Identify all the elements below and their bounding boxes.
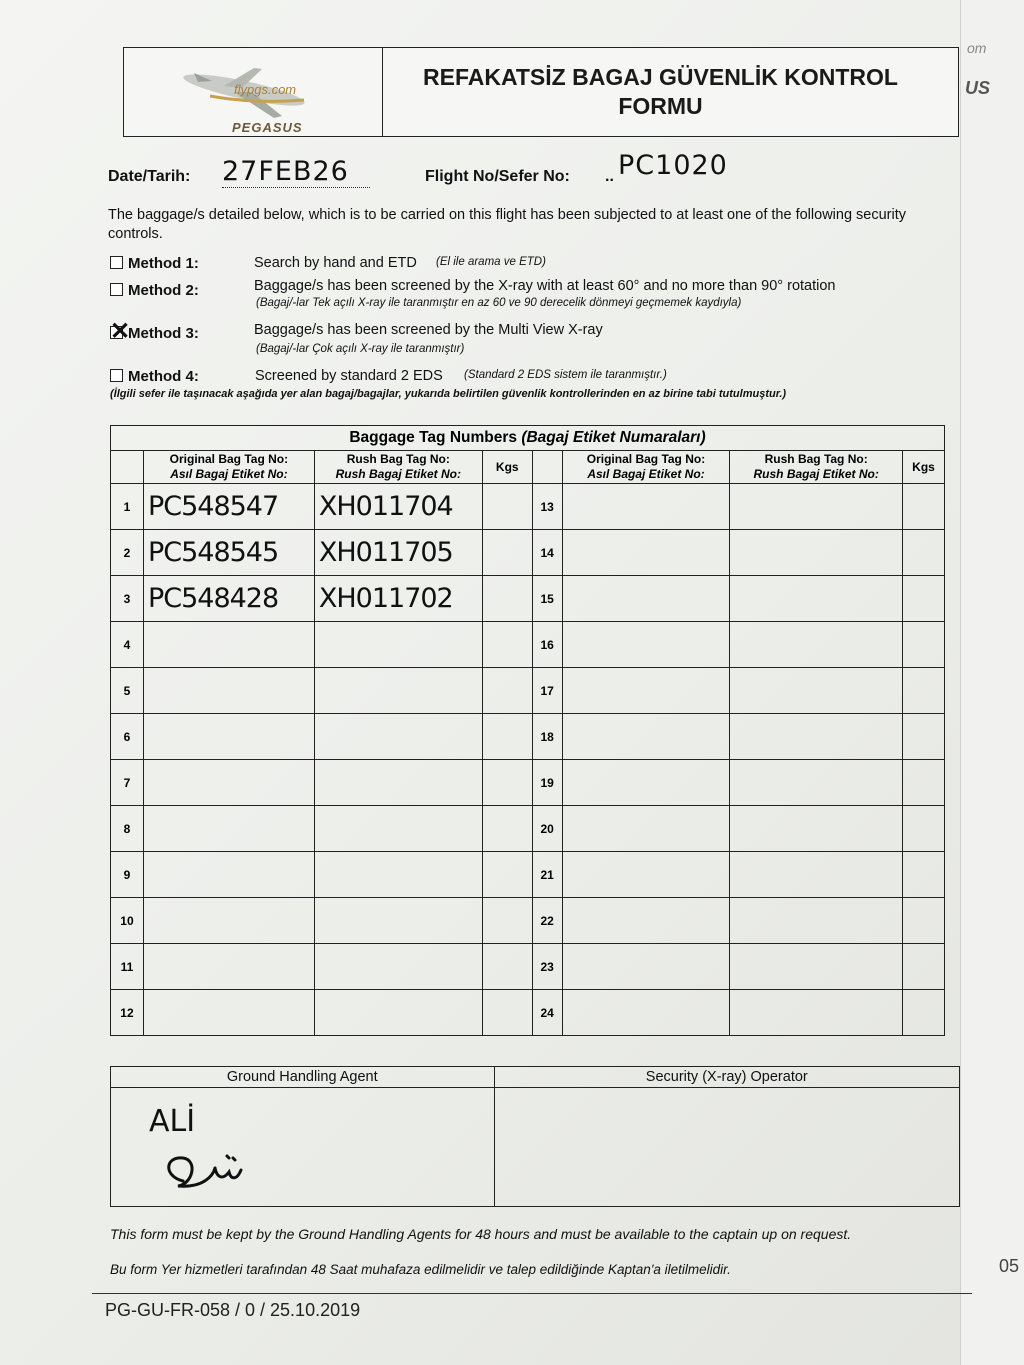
table-row [111,944,945,990]
header-num-left [111,451,144,484]
original-tag-cell[interactable] [143,714,314,760]
rush-tag-cell[interactable]: XH011704 [314,484,482,530]
original-tag-cell-right[interactable] [562,990,730,1036]
method-4-label: Method 4: [128,368,199,385]
table-row [111,760,945,806]
row-number-left: 3 [111,576,144,622]
form-code: PG-GU-FR-058 / 0 / 25.10.2019 [105,1300,361,1320]
row-number-right: 24 [532,990,562,1036]
form-header [123,47,959,137]
flight-value: PC1020 [618,150,728,181]
kgs-cell[interactable] [482,806,532,852]
footer-divider [92,1293,972,1294]
original-tag-cell[interactable] [143,944,314,990]
header-original-label: Original Bag Tag No: [586,452,706,466]
footer-text-tr: Bu form Yer hizmetleri tarafından 48 Saat muhafaza edilmelidir ve talep edildiğinde Kaptan'a iletilmelidir. [110,1262,731,1277]
rush-tag-cell-right[interactable] [730,806,903,852]
kgs-cell-right[interactable] [902,530,944,576]
header-kgs-left: Kgs [482,451,532,484]
table-row [111,484,945,530]
edge-text-b: US [965,78,991,98]
header-original-right [562,451,730,484]
table-title-tr: (Bagaj Etiket Numaraları) [521,429,706,446]
kgs-cell-right[interactable] [902,806,944,852]
row-number-right: 19 [532,760,562,806]
row-number-left: 7 [111,760,144,806]
rush-tag-cell-right[interactable] [730,714,903,760]
kgs-cell[interactable] [482,576,532,622]
rush-tag-cell-right[interactable] [730,576,903,622]
rush-tag-cell[interactable] [314,760,482,806]
kgs-cell[interactable] [482,530,532,576]
date-label: Date/Tarih: [108,168,191,185]
original-tag-cell-right[interactable] [562,944,730,990]
rush-tag-cell[interactable] [314,806,482,852]
table-row [111,530,945,576]
table-row [111,806,945,852]
original-tag-cell-right[interactable] [562,806,730,852]
header-original-label-tr: Asıl Bagaj Etiket No: [170,467,288,481]
xray-operator-signature-cell[interactable] [494,1088,959,1207]
header-kgs-right: Kgs [902,451,944,484]
edge-text-c: 05 [999,1256,1020,1276]
rush-tag-cell[interactable] [314,990,482,1036]
kgs-cell[interactable] [482,714,532,760]
row-number-left: 6 [111,714,144,760]
kgs-cell[interactable] [482,484,532,530]
rush-tag-cell[interactable] [314,898,482,944]
row-number-right: 15 [532,576,562,622]
table-row [111,852,945,898]
rush-tag-cell[interactable]: XH011705 [314,530,482,576]
header-rush-label-tr: Rush Bagaj Etiket No: [335,467,461,481]
flight-label: Flight No/Sefer No: [425,168,570,185]
row-number-left: 4 [111,622,144,668]
kgs-cell-right[interactable] [902,852,944,898]
rush-tag-cell-right[interactable] [730,530,903,576]
original-tag-cell[interactable]: PC548428 [143,576,314,622]
logo-url: flypgs.com [234,82,297,97]
kgs-cell-right[interactable] [902,898,944,944]
row-number-right: 21 [532,852,562,898]
rush-tag-cell-right[interactable] [730,852,903,898]
xray-operator-label: Security (X-ray) Operator [494,1067,959,1088]
method-3-label: Method 3: [128,325,199,342]
rush-tag-cell[interactable] [314,622,482,668]
kgs-cell-right[interactable] [902,714,944,760]
ground-agent-signature-cell[interactable] [111,1088,495,1207]
method-1-label: Method 1: [128,255,199,272]
kgs-cell-right[interactable] [902,668,944,714]
header-rush-left [314,451,482,484]
table-caption [111,426,945,451]
rush-tag-cell[interactable]: XH011702 [314,576,482,622]
row-number-right: 14 [532,530,562,576]
method-2-text-tr: (Bagaj/-lar Tek açılı X-ray ile taranmıştır en az 60 ve 90 derecelik dönmeyi geçmemek kaydıyla) [256,297,742,309]
original-tag-cell-right[interactable] [562,622,730,668]
original-tag-cell-right[interactable] [562,852,730,898]
form-title: REFAKATSİZ BAGAJ GÜVENLİK KONTROL FORMU [423,64,898,119]
rush-tag-cell[interactable] [314,714,482,760]
rush-tag-cell-right[interactable] [730,760,903,806]
table-row [111,990,945,1036]
row-number-right: 23 [532,944,562,990]
rush-tag-cell-right[interactable] [730,944,903,990]
original-tag-cell-right[interactable] [562,576,730,622]
method-2-text: Baggage/s has been screened by the X-ray with at least 60° and no more than 90° rotation [254,278,836,294]
kgs-cell-right[interactable] [902,484,944,530]
method-2-label: Method 2: [128,282,199,299]
date-value: 27FEB26 [222,156,349,187]
original-tag-cell-right[interactable] [562,484,730,530]
signature-table [110,1066,960,1207]
ground-agent-label: Ground Handling Agent [111,1067,495,1088]
rush-tag-cell-right[interactable] [730,668,903,714]
table-header-row [111,451,945,484]
flight-dots: .. [605,168,614,185]
row-number-left: 10 [111,898,144,944]
rush-tag-cell-right[interactable] [730,622,903,668]
header-num-right [532,451,562,484]
table-row [111,714,945,760]
logo-brand: PEGASUS [232,120,303,135]
method-3-check-mark: ✕ [110,318,131,345]
baggage-tag-table [110,425,945,1036]
row-number-right: 17 [532,668,562,714]
original-tag-cell[interactable] [143,760,314,806]
handwritten-signature [153,1146,273,1206]
row-number-left: 11 [111,944,144,990]
rush-tag-cell-right[interactable] [730,990,903,1036]
row-number-right: 22 [532,898,562,944]
row-number-left: 12 [111,990,144,1036]
original-tag-cell[interactable]: PC548547 [143,484,314,530]
kgs-cell[interactable] [482,898,532,944]
row-number-right: 16 [532,622,562,668]
kgs-cell[interactable] [482,990,532,1036]
header-original-label: Original Bag Tag No: [169,452,289,466]
header-original-label-tr: Asıl Bagaj Etiket No: [587,467,705,481]
original-tag-cell-right[interactable] [562,714,730,760]
method-4-text: Screened by standard 2 EDS [255,368,443,384]
row-number-left: 8 [111,806,144,852]
original-tag-cell-right[interactable] [562,760,730,806]
original-tag-cell[interactable] [143,622,314,668]
original-tag-cell[interactable] [143,990,314,1036]
table-row [111,576,945,622]
original-tag-cell[interactable]: PC548545 [143,530,314,576]
table-row [111,622,945,668]
table-row [111,668,945,714]
rush-tag-cell[interactable] [314,852,482,898]
original-tag-cell-right[interactable] [562,530,730,576]
kgs-cell[interactable] [482,852,532,898]
date-underline [222,187,370,188]
pegasus-logo [124,48,383,136]
rush-tag-cell-right[interactable] [730,898,903,944]
header-original-left [143,451,314,484]
original-tag-cell[interactable] [143,806,314,852]
ground-agent-name: ALİ [149,1104,196,1139]
kgs-cell-right[interactable] [902,990,944,1036]
footer-text-en: This form must be kept by the Ground Handling Agents for 48 hours and must be available to the captain up on request. [110,1226,852,1242]
kgs-cell[interactable] [482,944,532,990]
row-number-left: 1 [111,484,144,530]
method-3-text: Baggage/s has been screened by the Multi View X-ray [254,322,603,338]
method-3-text-tr: (Bagaj/-lar Çok açılı X-ray ile taranmıştır) [256,343,465,355]
method-1-text: Search by hand and ETD [254,255,417,271]
row-number-right: 18 [532,714,562,760]
kgs-cell-right[interactable] [902,760,944,806]
header-rush-label: Rush Bag Tag No: [346,452,450,466]
method-4-text-tr: (Standard 2 EDS sistem ile taranmıştır.) [464,369,667,381]
original-tag-cell-right[interactable] [562,898,730,944]
header-rush-label-tr: Rush Bagaj Etiket No: [753,467,879,481]
original-tag-cell[interactable] [143,668,314,714]
header-rush-label: Rush Bag Tag No: [764,452,868,466]
intro-text: The baggage/s detailed below, which is to be carried on this flight has been subjected to at least one of the following security controls. [108,207,906,242]
kgs-cell-right[interactable] [902,944,944,990]
original-tag-cell[interactable] [143,852,314,898]
note-text: (İlgili sefer ile taşınacak aşağıda yer alan bagaj/bagajlar, yukarıda belirtilen güvenlik kontrollerinden en az birine tabi tutulmuştur.) [110,388,787,400]
underlying-page-edge [960,0,1024,1365]
kgs-cell[interactable] [482,668,532,714]
kgs-cell-right[interactable] [902,622,944,668]
edge-text-a: om [967,40,987,56]
original-tag-cell-right[interactable] [562,668,730,714]
table-title-en: Baggage Tag Numbers [349,429,522,446]
rush-tag-cell-right[interactable] [730,484,903,530]
row-number-left: 5 [111,668,144,714]
table-row [111,898,945,944]
row-number-right: 20 [532,806,562,852]
rush-tag-cell[interactable] [314,668,482,714]
method-4-checkbox[interactable] [110,369,123,382]
method-1-checkbox[interactable] [110,256,123,269]
original-tag-cell[interactable] [143,898,314,944]
kgs-cell[interactable] [482,760,532,806]
kgs-cell-right[interactable] [902,576,944,622]
kgs-cell[interactable] [482,622,532,668]
row-number-left: 2 [111,530,144,576]
row-number-left: 9 [111,852,144,898]
row-number-right: 13 [532,484,562,530]
header-rush-right [730,451,903,484]
rush-tag-cell[interactable] [314,944,482,990]
method-2-checkbox[interactable] [110,283,123,296]
method-1-text-tr: (El ile arama ve ETD) [436,256,546,268]
